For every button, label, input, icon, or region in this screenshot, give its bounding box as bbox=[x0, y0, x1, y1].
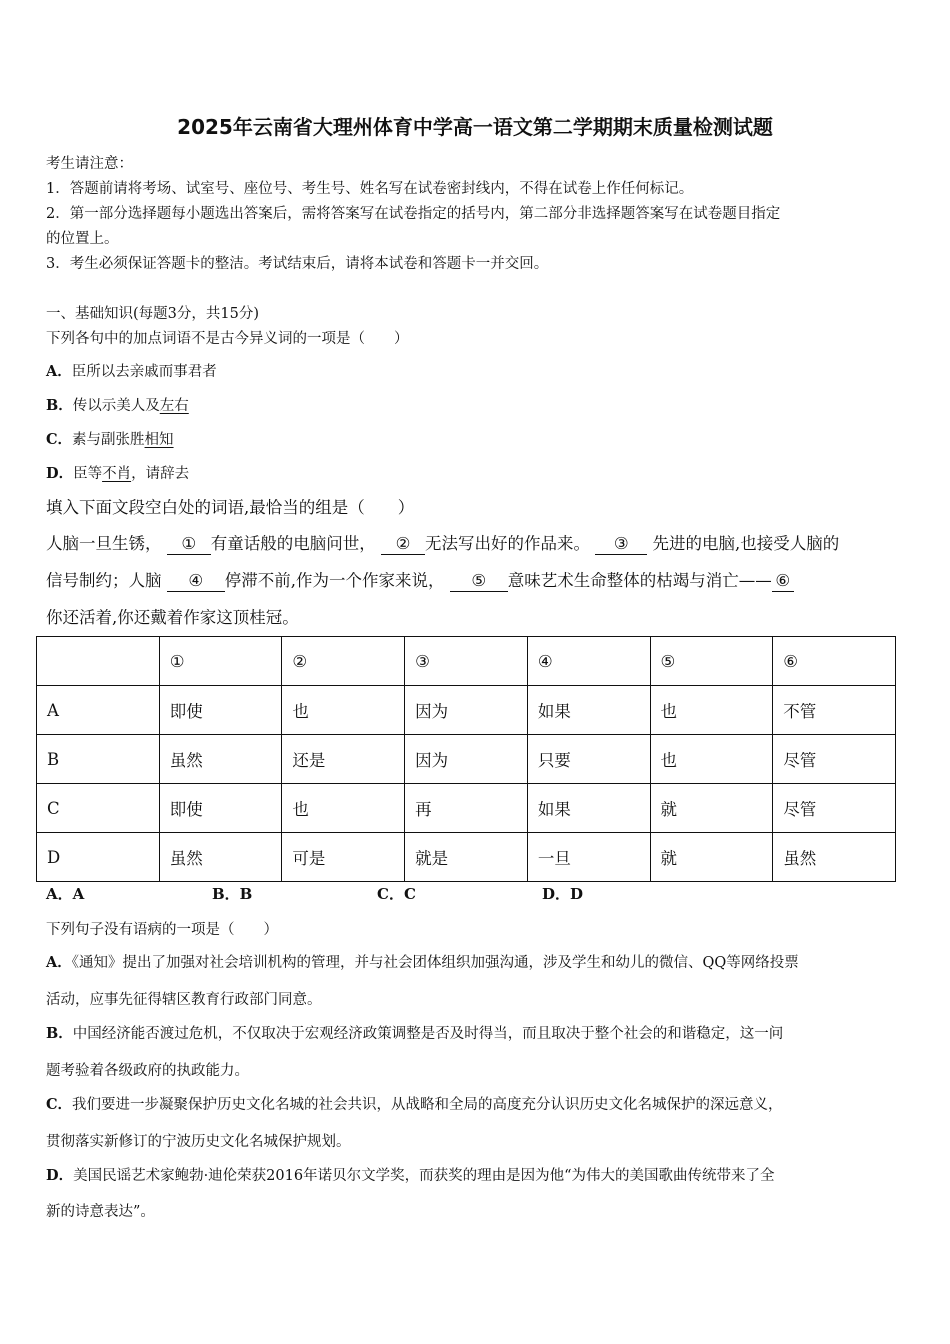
table-cell: 再 bbox=[405, 784, 528, 833]
blank-2: ② bbox=[381, 534, 425, 555]
table-cell: B bbox=[37, 735, 160, 784]
table-cell: 如果 bbox=[527, 686, 650, 735]
notice-item: 的位置上。 bbox=[46, 231, 119, 247]
blank-3: ③ bbox=[595, 534, 647, 555]
option-label: B． bbox=[46, 397, 73, 414]
table-cell: 就 bbox=[650, 833, 773, 882]
option-continuation: 活动，应事先征得辖区教育行政部门同意。 bbox=[46, 992, 322, 1008]
q1-option-b bbox=[46, 394, 189, 415]
q2-passage-line bbox=[46, 567, 794, 592]
table-cell: 虽然 bbox=[773, 833, 896, 882]
option-text: ，请辞去 bbox=[131, 466, 190, 482]
table-cell: 因为 bbox=[405, 686, 528, 735]
q2-options-table bbox=[36, 636, 896, 882]
dotted-word: 左右 bbox=[159, 398, 189, 414]
section-heading: 一、基础知识(每题3分，共15分) bbox=[46, 306, 259, 322]
option-text: 臣等 bbox=[73, 466, 103, 482]
q1-option-a bbox=[46, 360, 217, 381]
table-cell: 不管 bbox=[773, 686, 896, 735]
answer-choice: D．D bbox=[542, 885, 584, 903]
table-row bbox=[37, 784, 896, 833]
page-title: 2025年云南省大理州体育中学高一语文第二学期期末质量检测试题 bbox=[177, 115, 773, 139]
table-cell: 还是 bbox=[282, 735, 405, 784]
option-text: 素与副张胜 bbox=[72, 432, 145, 448]
option-text: 传以示美人及 bbox=[72, 398, 160, 414]
table-cell: 也 bbox=[282, 784, 405, 833]
passage-text: 信号制约；人脑 bbox=[46, 571, 162, 590]
answer-choice: A．A bbox=[46, 885, 85, 903]
option-continuation: 题考验着各级政府的执政能力。 bbox=[46, 1063, 249, 1079]
answer-choice: B．B bbox=[212, 885, 253, 903]
blank-4: ④ bbox=[167, 571, 225, 592]
answer-choice: C．C bbox=[377, 885, 416, 903]
table-cell: 尽管 bbox=[773, 735, 896, 784]
notice-item: 1．答题前请将考场、试室号、座位号、考生号、姓名写在试卷密封线内，不得在试卷上作任何标记。 bbox=[46, 181, 694, 197]
option-label: B． bbox=[46, 1025, 73, 1042]
passage-text: 停滞不前,作为一个作家来说， bbox=[224, 571, 445, 590]
q3-option-b bbox=[46, 1022, 783, 1043]
passage-text: 无法写出好的作品来。 bbox=[425, 534, 590, 553]
table-cell: 尽管 bbox=[773, 784, 896, 833]
option-label: D． bbox=[46, 1167, 74, 1184]
table-cell: 也 bbox=[650, 686, 773, 735]
option-text: 中国经济能否渡过危机，不仅取决于宏观经济政策调整是否及时得当，而且取决于整个社会的和谐稳定，这一问 bbox=[72, 1026, 784, 1042]
option-text: 戚而事君者 bbox=[144, 364, 217, 380]
table-cell: ③ bbox=[405, 637, 528, 686]
option-text: 臣所以去亲 bbox=[71, 364, 145, 380]
q1-option-c bbox=[46, 428, 174, 449]
table-cell: A bbox=[37, 686, 160, 735]
table-cell: 也 bbox=[282, 686, 405, 735]
table-cell: 就是 bbox=[405, 833, 528, 882]
option-continuation: 新的诗意表达”。 bbox=[46, 1204, 155, 1220]
table-cell: ⑤ bbox=[650, 637, 773, 686]
blank-1: ① bbox=[167, 534, 211, 555]
option-text: 美国民谣艺术家鲍勃·迪伦荣获2016年诺贝尔文学奖，而获奖的理由是因为他“为伟大的美国歌曲传统带来了全 bbox=[73, 1168, 775, 1184]
option-text: 我们要进一步凝聚保护历史文化名城的社会共识，从战略和全局的高度充分认识历史文化名城保护的深远意义， bbox=[72, 1097, 783, 1113]
q1-option-d bbox=[46, 462, 189, 483]
option-label: C． bbox=[46, 1096, 73, 1113]
table-cell: 也 bbox=[650, 735, 773, 784]
table-cell: 就 bbox=[650, 784, 773, 833]
dotted-word: 相知 bbox=[144, 432, 174, 448]
table-cell: 只要 bbox=[527, 735, 650, 784]
option-text: 《通知》提出了加强对社会培训机构的管理，并与社会团体组织加强沟通，涉及学生和幼儿的微信、QQ等网络投票 bbox=[71, 955, 799, 971]
table-cell: 即使 bbox=[159, 686, 282, 735]
table-cell: 因为 bbox=[405, 735, 528, 784]
table-cell: ① bbox=[159, 637, 282, 686]
blank-6: ⑥ bbox=[772, 571, 794, 592]
table-cell: ④ bbox=[527, 637, 650, 686]
table-cell: ⑥ bbox=[773, 637, 896, 686]
notice-item: 3．考生必须保证答题卡的整洁。考试结束后，请将本试卷和答题卡一并交回。 bbox=[46, 256, 549, 272]
passage-text: 人脑一旦生锈， bbox=[46, 534, 162, 553]
option-continuation: 贯彻落实新修订的宁波历史文化名城保护规划。 bbox=[46, 1134, 351, 1150]
q1-stem: 下列各句中的加点词语不是古今异义词的一项是（ ） bbox=[46, 331, 409, 347]
table-row bbox=[37, 686, 896, 735]
q2-passage-line bbox=[46, 530, 839, 555]
table-cell: D bbox=[37, 833, 160, 882]
dotted-word: 不肖 bbox=[102, 466, 132, 482]
table-row bbox=[37, 735, 896, 784]
option-label: C． bbox=[46, 431, 73, 448]
option-label: D． bbox=[46, 465, 74, 482]
q3-option-a bbox=[46, 951, 799, 972]
passage-text: 先进的电脑,也接受人脑的 bbox=[652, 534, 840, 553]
passage-text: 有童话般的电脑问世， bbox=[210, 534, 376, 553]
table-cell: 可是 bbox=[282, 833, 405, 882]
table-cell: 虽然 bbox=[159, 735, 282, 784]
table-row bbox=[37, 833, 896, 882]
table-cell bbox=[37, 637, 160, 686]
option-label: A． bbox=[46, 954, 72, 971]
q2-passage-line: 你还活着,你还戴着作家这顶桂冠。 bbox=[46, 608, 299, 627]
q3-stem: 下列句子没有语病的一项是（ ） bbox=[46, 922, 278, 938]
table-cell: 一旦 bbox=[527, 833, 650, 882]
table-cell: C bbox=[37, 784, 160, 833]
q3-option-c bbox=[46, 1093, 783, 1114]
table-cell: 即使 bbox=[159, 784, 282, 833]
table-cell: ② bbox=[282, 637, 405, 686]
table-cell: 如果 bbox=[527, 784, 650, 833]
option-label: A． bbox=[46, 363, 72, 380]
blank-5: ⑤ bbox=[450, 571, 508, 592]
notice-item: 2．第一部分选择题每小题选出答案后，需将答案写在试卷指定的括号内，第二部分非选择题答案写在试卷题目指定 bbox=[46, 206, 781, 222]
table-header-row bbox=[37, 637, 896, 686]
passage-text: 意味艺术生命整体的枯竭与消亡—— bbox=[507, 571, 772, 590]
notice-heading: 考生请注意： bbox=[46, 156, 133, 172]
q2-stem: 填入下面文段空白处的词语,最恰当的组是（ ） bbox=[46, 498, 415, 517]
q3-option-d bbox=[46, 1164, 775, 1185]
table-cell: 虽然 bbox=[159, 833, 282, 882]
